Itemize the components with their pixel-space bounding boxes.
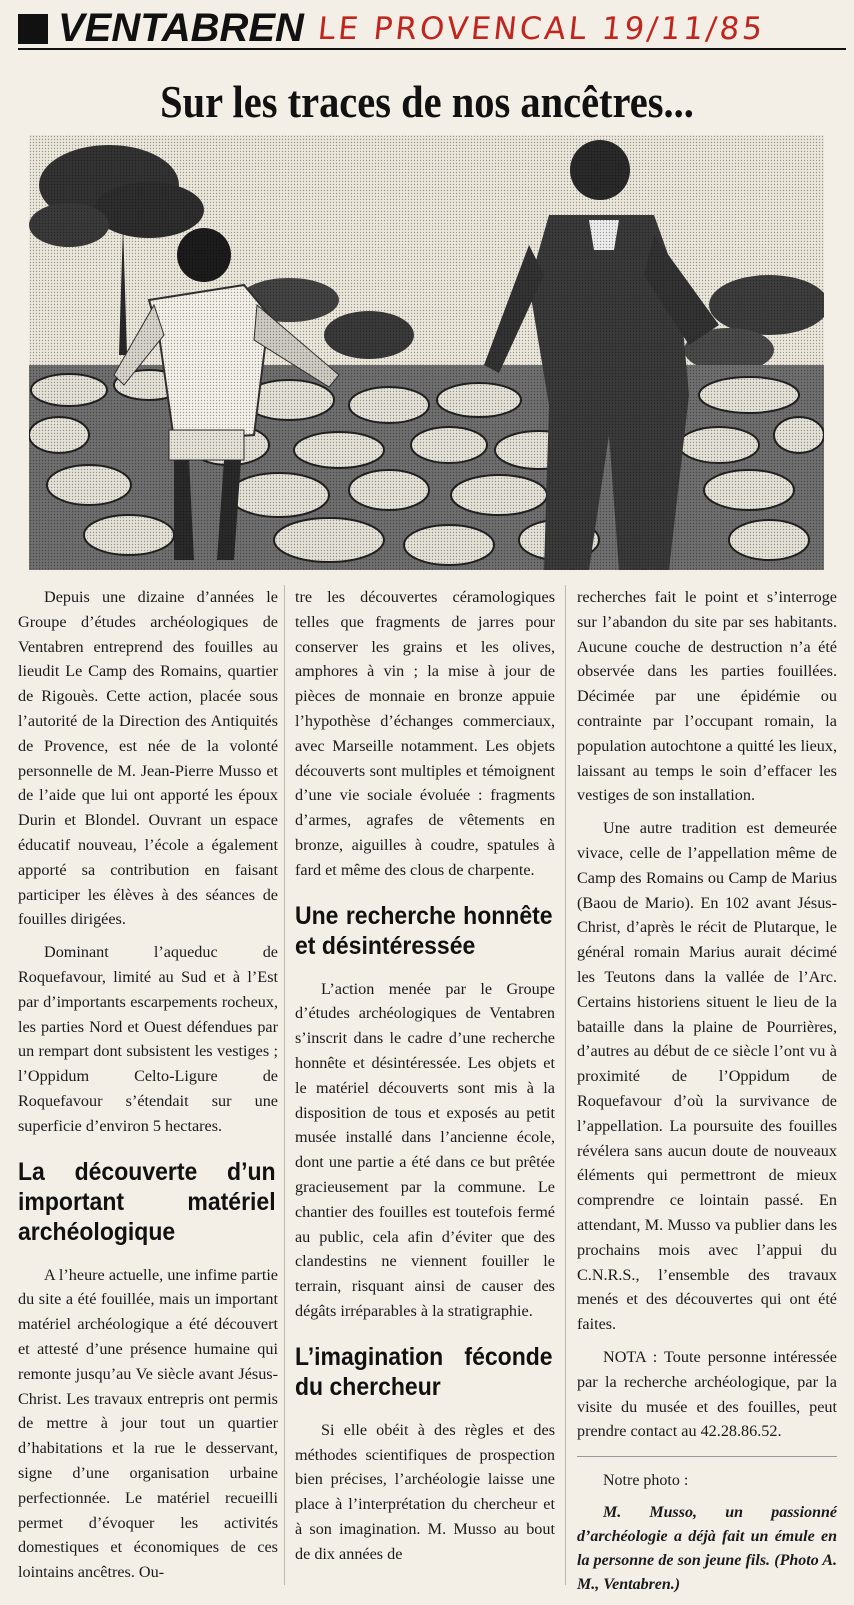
paragraph: A l’heure actuelle, une infime partie du site a été fouillée, mais un important matériel archéologique a été découvert et attesté d’une présence humaine qui remonte jusqu’au Ve siècle avant Jésus-Christ. Les travaux entrepris ont permis de mettre à jour tout un quartier d’habitations et la rue le desservant, signe d’une organisation urbaine perfectionnée. Le matériel recueilli permet d’évoquer les activités domestiques et économiques de ces lointains ancêtres. Ou- bbox=[18, 1265, 278, 1582]
article-column-3 bbox=[577, 585, 837, 1605]
article-photo bbox=[29, 135, 824, 570]
masthead-square-icon bbox=[18, 14, 48, 44]
article-column-1 bbox=[18, 585, 278, 1593]
subheading: La découverte d’un important matériel archéologique bbox=[18, 1157, 276, 1246]
paragraph: L’action menée par le Groupe d’études archéologiques de Ventabren s’inscrit dans le cadre d’une recherche honnête et désintéressée. Les objets et le matériel découverts sont mis à la disposition de tous et exposés au petit musée installé dans l’ancienne école, dont une partie a été dans ce but prêtée gracieusement par la commune. Le chantier des fouilles est toutefois fermé au public, cela afin d’éviter que des clandestins ne viennent fouiller le terrain, risquant ainsi de causer des dégâts irréparables à la stratigraphie. bbox=[295, 979, 555, 1320]
masthead-town: VENTABREN bbox=[58, 6, 304, 50]
handwritten-source-note: LE PROVENCAL 19/11/85 bbox=[316, 11, 767, 47]
paragraph: Dominant l’aqueduc de Roquefavour, limité au Sud et à l’Est par d’importants escarpements rocheux, les parties Nord et Ouest défendues par un rempart dont subsistent les vestiges ; l’Oppidum Celto-Ligure de Roquefavour s’étendait sur une superficie d’environ 5 hectares. bbox=[18, 943, 278, 1135]
paragraph: Depuis une dizaine d’années le Groupe d’études archéologiques de Ventabren entreprend des fouilles au lieudit Le Camp des Romains, quartier de Rigouès. Cette action, placée sous l’autorité de la Direction des Antiquités de Provence, est née de la volonté personnelle de M. Jean-Pierre Musso et de l’aide que lui ont apporté les époux Durin et Blondel. Ouvrant un espace éducatif nouveau, l’école a également apporté sa contribution en faisant participer les élèves à des séances de fouilles dirigées. bbox=[18, 588, 278, 929]
paragraph: recherches fait le point et s’interroge sur l’abandon du site par ses habitants. Aucune couche de destruction n’a été observée dans les parties fouillées. Décimée par une épidémie ou contrainte par l’occupant romain, la population autochtone a quitté les lieux, laissant au temps le soin d’effacer les vestiges de son installation. bbox=[577, 588, 837, 805]
paragraph: tre les découvertes céramologiques telles que fragments de jarres pour conserver les grains et les olives, amphores à vin ; la mise à jour de pièces de monnaie en bronze appuie l’hypothèse d’échanges commerciaux, avec Marseille notamment. Les objets découverts sont multiples et témoignent d’une vie sociale évoluée : fragments d’armes, agrafes de vêtements en bronze, aiguilles à coudre, spatules à fard et même des clous de charpente. bbox=[295, 588, 555, 879]
caption-text: M. Musso, un passionné d’archéologie a déjà fait un émule en la personne de son jeune fils. (Photo A. M., Ventabren.) bbox=[577, 1504, 837, 1594]
column-rule bbox=[284, 585, 285, 1585]
photograph-man-and-boy-by-stone-wall-icon bbox=[29, 135, 824, 570]
article-headline: Sur les traces de nos ancêtres... bbox=[160, 76, 694, 127]
paragraph: Une autre tradition est demeurée vivace, celle de l’appellation même de Camp des Romains ou Camp de Marius (Baou de Mario). En 102 avant Jésus-Christ, d’après le récit de Plutarque, le général romain Marius aurait décimé les Teutons dans la vallée de l’Arc. Certains historiens situent le lieu de la bataille dans la plaine de Pourrières, d’autres au début de ce siècle l’ont vu à proximité de l’Oppidum de Roquefavour d’où la survivance de l’appellation. La poursuite des fouilles révélera sans aucun doute de nouveaux éléments qui permettront de mieux comprendre ce lointain passé. En attendant, M. Musso va publier dans les prochains mois avec l’appui du C.N.R.S., l’ensemble des travaux menés et des découvertes qui ont été faites. bbox=[577, 819, 837, 1334]
subheading: Une recherche honnête et désintéressée bbox=[295, 901, 553, 960]
article-column-2 bbox=[295, 585, 555, 1575]
photo-caption bbox=[577, 1456, 837, 1597]
paragraph: Si elle obéit à des règles et des méthodes scientifiques de prospection bien précises, l’archéologie laisse une place à l’interprétation du chercheur et à son imagination. M. Musso au bout de dix années de bbox=[295, 1420, 555, 1563]
column-rule bbox=[565, 585, 566, 1585]
nota-paragraph: NOTA : Toute personne intéressée par la recherche archéologique, par la visite du musée et des fouilles, peut prendre contact au 42.28.86.52. bbox=[577, 1347, 837, 1441]
subheading: L’imagination féconde du chercheur bbox=[295, 1342, 553, 1401]
caption-label: Notre photo : bbox=[603, 1472, 689, 1490]
masthead bbox=[18, 6, 846, 50]
